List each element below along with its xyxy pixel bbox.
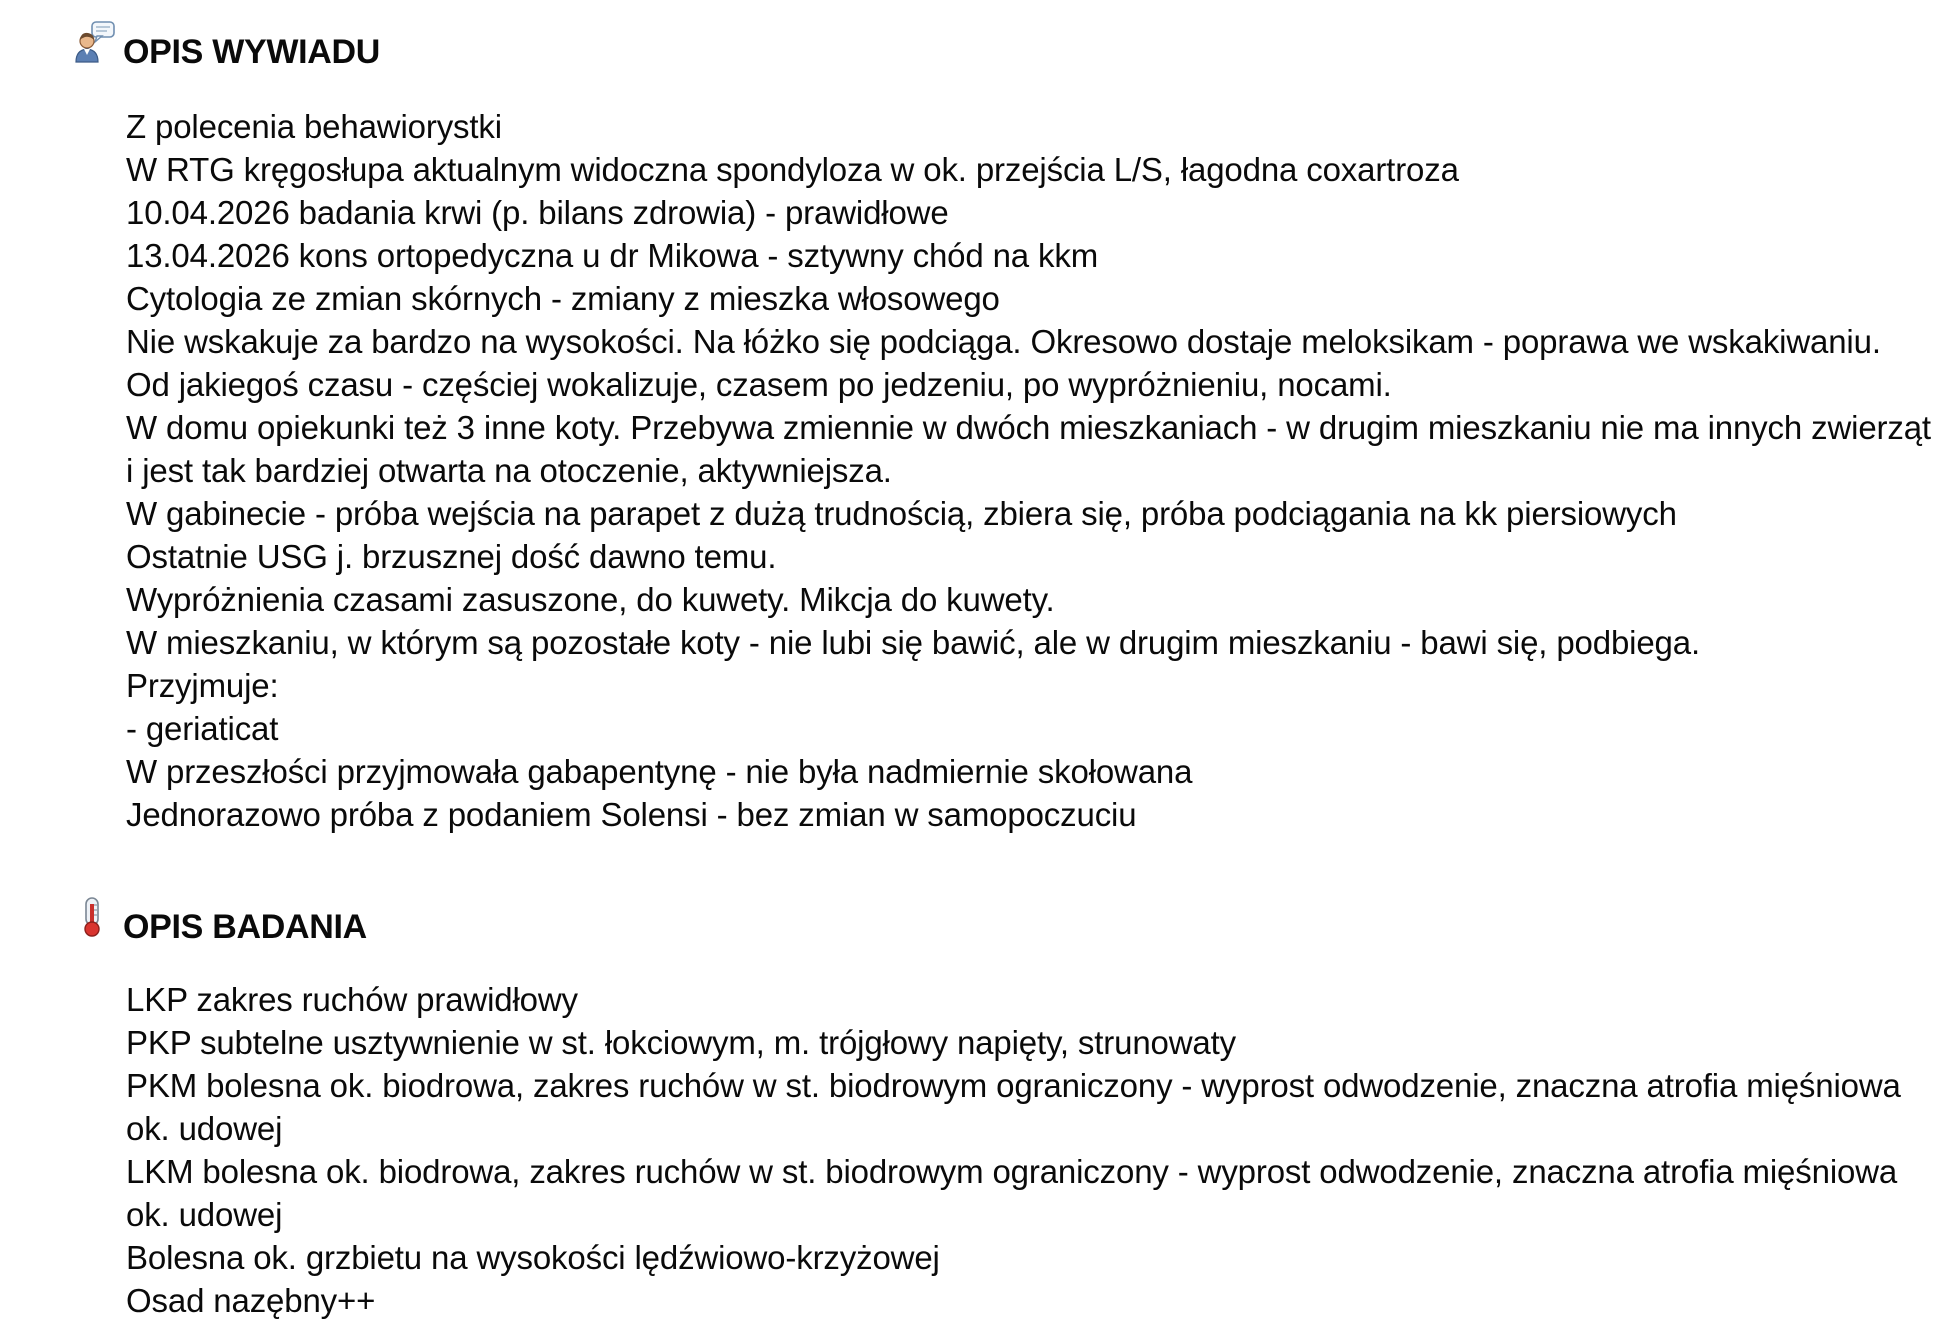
exam-section-header	[0, 893, 1960, 949]
interview-line: Z polecenia behawiorystki	[126, 108, 502, 145]
interview-line: W domu opiekunki też 3 inne koty. Przebywa zmiennie w dwóch mieszkaniach - w drugim mieszkaniu nie ma innych zwierząt i jest tak bardziej otwarta na otoczenie, aktywniejsza.	[126, 409, 1931, 489]
exam-line: Bolesna ok. grzbietu na wysokości lędźwiowo-krzyżowej	[126, 1239, 940, 1276]
interview-line: W gabinecie - próba wejścia na parapet z dużą trudnością, zbiera się, próba podciągania na kk piersiowych	[126, 495, 1677, 532]
exam-line: Osad nazębny++	[126, 1282, 376, 1319]
interview-text-lines	[0, 105, 1960, 836]
person-speech-bubble-icon	[75, 20, 117, 64]
thermometer-icon	[75, 895, 117, 939]
exam-line: LKM bolesna ok. biodrowa, zakres ruchów w st. biodrowym ograniczony - wyprost odwodzenie, znaczna atrofia mięśniowa ok. udowej	[126, 1153, 1898, 1233]
exam-line: PKM bolesna ok. biodrowa, zakres ruchów w st. biodrowym ograniczony - wyprost odwodzenie, znaczna atrofia mięśniowa ok. udowej	[126, 1067, 1901, 1147]
interview-line: W przeszłości przyjmowała gabapentynę - nie była nadmiernie skołowana	[126, 753, 1193, 790]
interview-line: Nie wskakuje za bardzo na wysokości. Na łóżko się podciąga. Okresowo dostaje meloksikam - poprawa we wskakiwaniu.	[126, 323, 1881, 360]
exam-line: PKP subtelne usztywnienie w st. łokciowym, m. trójgłowy napięty, strunowaty	[126, 1024, 1236, 1061]
interview-line: 13.04.2026 kons ortopedyczna u dr Mikowa - sztywny chód na kkm	[126, 237, 1099, 274]
interview-section-title: OPIS WYWIADU	[123, 33, 381, 71]
exam-section	[0, 893, 1960, 1319]
interview-line: W RTG kręgosłupa aktualnym widoczna spondyloza w ok. przejścia L/S, łagodna coxartroza	[126, 151, 1459, 188]
interview-section	[0, 18, 1960, 833]
interview-line: Od jakiegoś czasu - częściej wokalizuje, czasem po jedzeniu, po wypróżnieniu, nocami.	[126, 366, 1392, 403]
exam-text-lines	[0, 978, 1960, 1322]
interview-line: Przyjmuje:	[126, 667, 279, 704]
interview-line: Jednorazowo próba z podaniem Solensi - bez zmian w samopoczuciu	[126, 796, 1137, 833]
interview-line: Wypróżnienia czasami zasuszone, do kuwety. Mikcja do kuwety.	[126, 581, 1055, 618]
exam-line: LKP zakres ruchów prawidłowy	[126, 981, 578, 1018]
interview-section-header	[0, 18, 1960, 74]
interview-line: Cytologia ze zmian skórnych - zmiany z mieszka włosowego	[126, 280, 1000, 317]
interview-line: 10.04.2026 badania krwi (p. bilans zdrowia) - prawidłowe	[126, 194, 949, 231]
interview-line: - geriaticat	[126, 710, 279, 747]
interview-line: W mieszkaniu, w którym są pozostałe koty - nie lubi się bawić, ale w drugim mieszkaniu - bawi się, podbiega.	[126, 624, 1700, 661]
exam-section-title: OPIS BADANIA	[123, 908, 367, 946]
interview-line: Ostatnie USG j. brzusznej dość dawno temu.	[126, 538, 777, 575]
